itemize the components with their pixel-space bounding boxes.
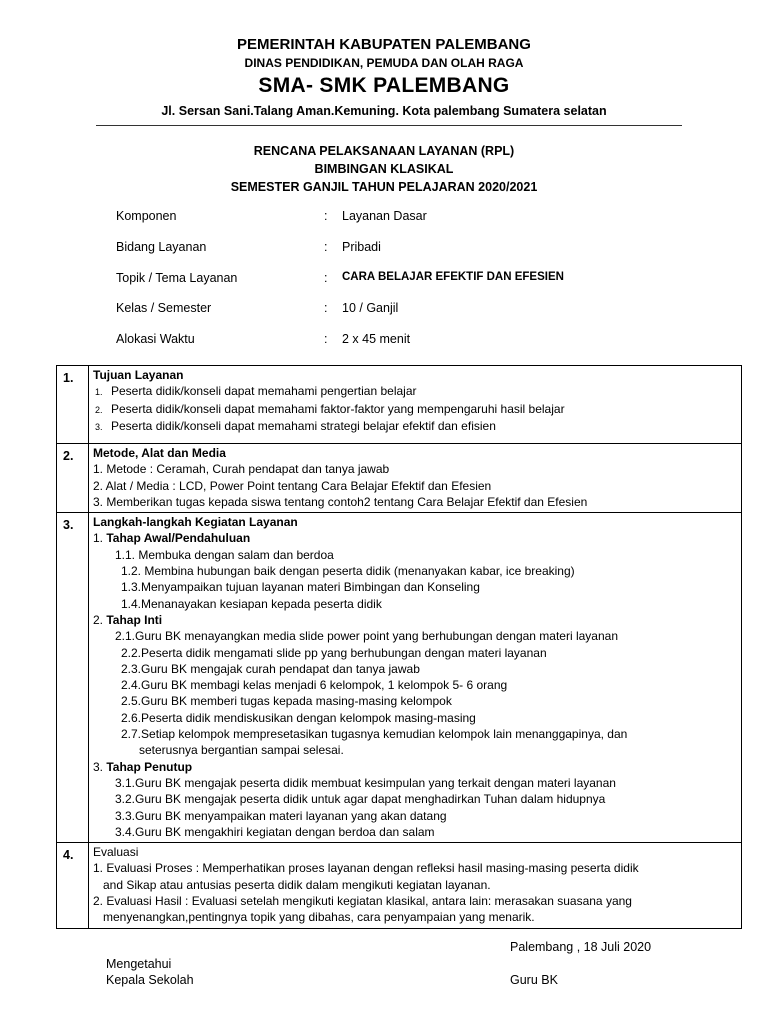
step-item: 1.3.Menyampaikan tujuan layanan materi Bimbingan dan Konseling	[121, 580, 480, 595]
section-title: Metode, Alat dan Media	[93, 446, 226, 460]
section-number: 2.	[57, 444, 89, 513]
list-item: 2. Alat / Media : LCD, Power Point tentang Cara Belajar Efektif dan Efesien	[93, 478, 492, 493]
section-title: Tujuan Layanan	[93, 368, 184, 382]
info-value: Layanan Dasar	[342, 209, 427, 223]
gov-name: PEMERINTAH KABUPATEN PALEMBANG	[237, 36, 531, 53]
stage-heading: 3. Tahap Penutup	[93, 759, 193, 774]
step-item: 3.1.Guru BK mengajak peserta didik membuat kesimpulan yang terkait dengan materi layanan	[115, 775, 616, 790]
list-item: 1. Metode : Ceramah, Curah pendapat dan tanya jawab	[93, 462, 390, 477]
list-item-continued: and Sikap atau antusias peserta didik dalam mengikuti kegiatan layanan.	[103, 877, 491, 892]
stage-heading: 1. Tahap Awal/Pendahuluan	[93, 531, 251, 546]
step-item: 1.4.Menanayakan kesiapan kepada peserta didik	[121, 596, 382, 611]
list-item: 1. Evaluasi Proses : Memperhatikan proses layanan dengan refleksi hasil masing-masing peserta didik	[93, 861, 639, 876]
step-item: 3.3.Guru BK menyampaikan materi layanan yang akan datang	[115, 808, 447, 823]
list-item-continued: menyenangkan,pentingnya topik yang dibahas, cara penyampaian yang menarik.	[103, 910, 535, 925]
step-item: 3.4.Guru BK mengakhiri kegiatan dengan berdoa dan salam	[115, 824, 435, 839]
doc-semester: SEMESTER GANJIL TAHUN PELAJARAN 2020/2021	[230, 180, 538, 194]
step-item: 2.1.Guru BK menayangkan media slide power point yang berhubungan dengan materi layanan	[115, 629, 619, 644]
step-item: 2.2.Peserta didik mengamati slide pp yang berhubungan dengan materi layanan	[121, 645, 547, 660]
step-item: 2.3.Guru BK mengajak curah pendapat dan tanya jawab	[121, 661, 420, 676]
info-value: 10 / Ganjil	[342, 301, 399, 315]
step-item: 2.5.Guru BK memberi tugas kepada masing-masing kelompok	[121, 694, 452, 709]
school-address: Jl. Sersan Sani.Talang Aman.Kemuning. Kota palembang Sumatera selatan	[161, 104, 607, 118]
info-label: Bidang Layanan	[116, 240, 207, 254]
info-colon: :	[324, 301, 328, 315]
list-item: 3. Memberikan tugas kepada siswa tentang contoh2 tentang Cara Belajar Efektif dan Efesien	[93, 494, 588, 509]
school-name: SMA- SMK PALEMBANG	[258, 74, 510, 97]
info-label: Komponen	[116, 209, 177, 223]
info-label: Alokasi Waktu	[116, 332, 195, 346]
section-row-3	[57, 513, 742, 843]
step-item: 2.7.Setiap kelompok mempresetasikan tugasnya kemudian kelompok lain menanggapinya, dan	[121, 727, 628, 742]
info-value: 2 x 45 menit	[342, 332, 411, 346]
section-row-4	[57, 843, 742, 928]
list-item: 2. Evaluasi Hasil : Evaluasi setelah mengikuti kegiatan klasikal, antara lain: merasakan suasana yang	[93, 894, 632, 909]
section-number: 4.	[57, 843, 89, 928]
section-row-2	[57, 444, 742, 513]
doc-title: RENCANA PELAKSANAAN LAYANAN (RPL)	[253, 144, 515, 158]
info-colon: :	[324, 332, 328, 346]
info-value: CARA BELAJAR EFEKTIF DAN EFESIEN	[342, 271, 564, 283]
list-item: 2. Peserta didik/konseli dapat memahami faktor-faktor yang mempengaruhi hasil belajar	[95, 401, 565, 416]
doc-subtitle: BIMBINGAN KLASIKAL	[314, 162, 454, 176]
plan-table	[56, 365, 742, 929]
step-item: 1.2. Membina hubungan baik dengan peserta didik (menanyakan kabar, ice breaking)	[121, 564, 575, 579]
section-title: Langkah-langkah Kegiatan Layanan	[93, 515, 298, 530]
step-item: 2.4.Guru BK membagi kelas menjadi 6 kelompok, 1 kelompok 5- 6 orang	[121, 678, 508, 693]
acknowledge-label: Mengetahui	[106, 957, 172, 971]
section-title: Evaluasi	[93, 845, 139, 860]
info-label: Kelas / Semester	[116, 301, 212, 315]
stage-heading: 2. Tahap Inti	[93, 612, 163, 627]
step-item: 2.6.Peserta didik mendiskusikan dengan kelompok masing-masing	[121, 710, 476, 725]
step-item-continued: seterusnya bergantian sampai selesai.	[139, 743, 344, 758]
list-item: 3. Peserta didik/konseli dapat memahami strategi belajar efektif dan efisien	[95, 418, 496, 433]
info-value: Pribadi	[342, 240, 381, 254]
info-label: Topik / Tema Layanan	[116, 271, 238, 285]
counselor-label: Guru BK	[510, 973, 558, 987]
header-divider	[96, 125, 682, 126]
step-item: 1.1. Membuka dengan salam dan berdoa	[115, 547, 334, 562]
info-colon: :	[324, 240, 328, 254]
step-item: 3.2.Guru BK mengajak peserta didik untuk agar dapat menghadirkan Tuhan dalam hidupnya	[115, 792, 606, 807]
place-date: Palembang , 18 Juli 2020	[510, 940, 652, 954]
info-colon: :	[324, 209, 328, 223]
list-item: 1. Peserta didik/konseli dapat memahami pengertian belajar	[95, 384, 417, 399]
section-number: 3.	[57, 513, 89, 843]
dept-name: DINAS PENDIDIKAN, PEMUDA DAN OLAH RAGA	[244, 56, 524, 70]
section-row-1	[57, 366, 742, 444]
info-colon: :	[324, 271, 328, 285]
principal-label: Kepala Sekolah	[106, 973, 194, 987]
section-number: 1.	[57, 366, 89, 444]
